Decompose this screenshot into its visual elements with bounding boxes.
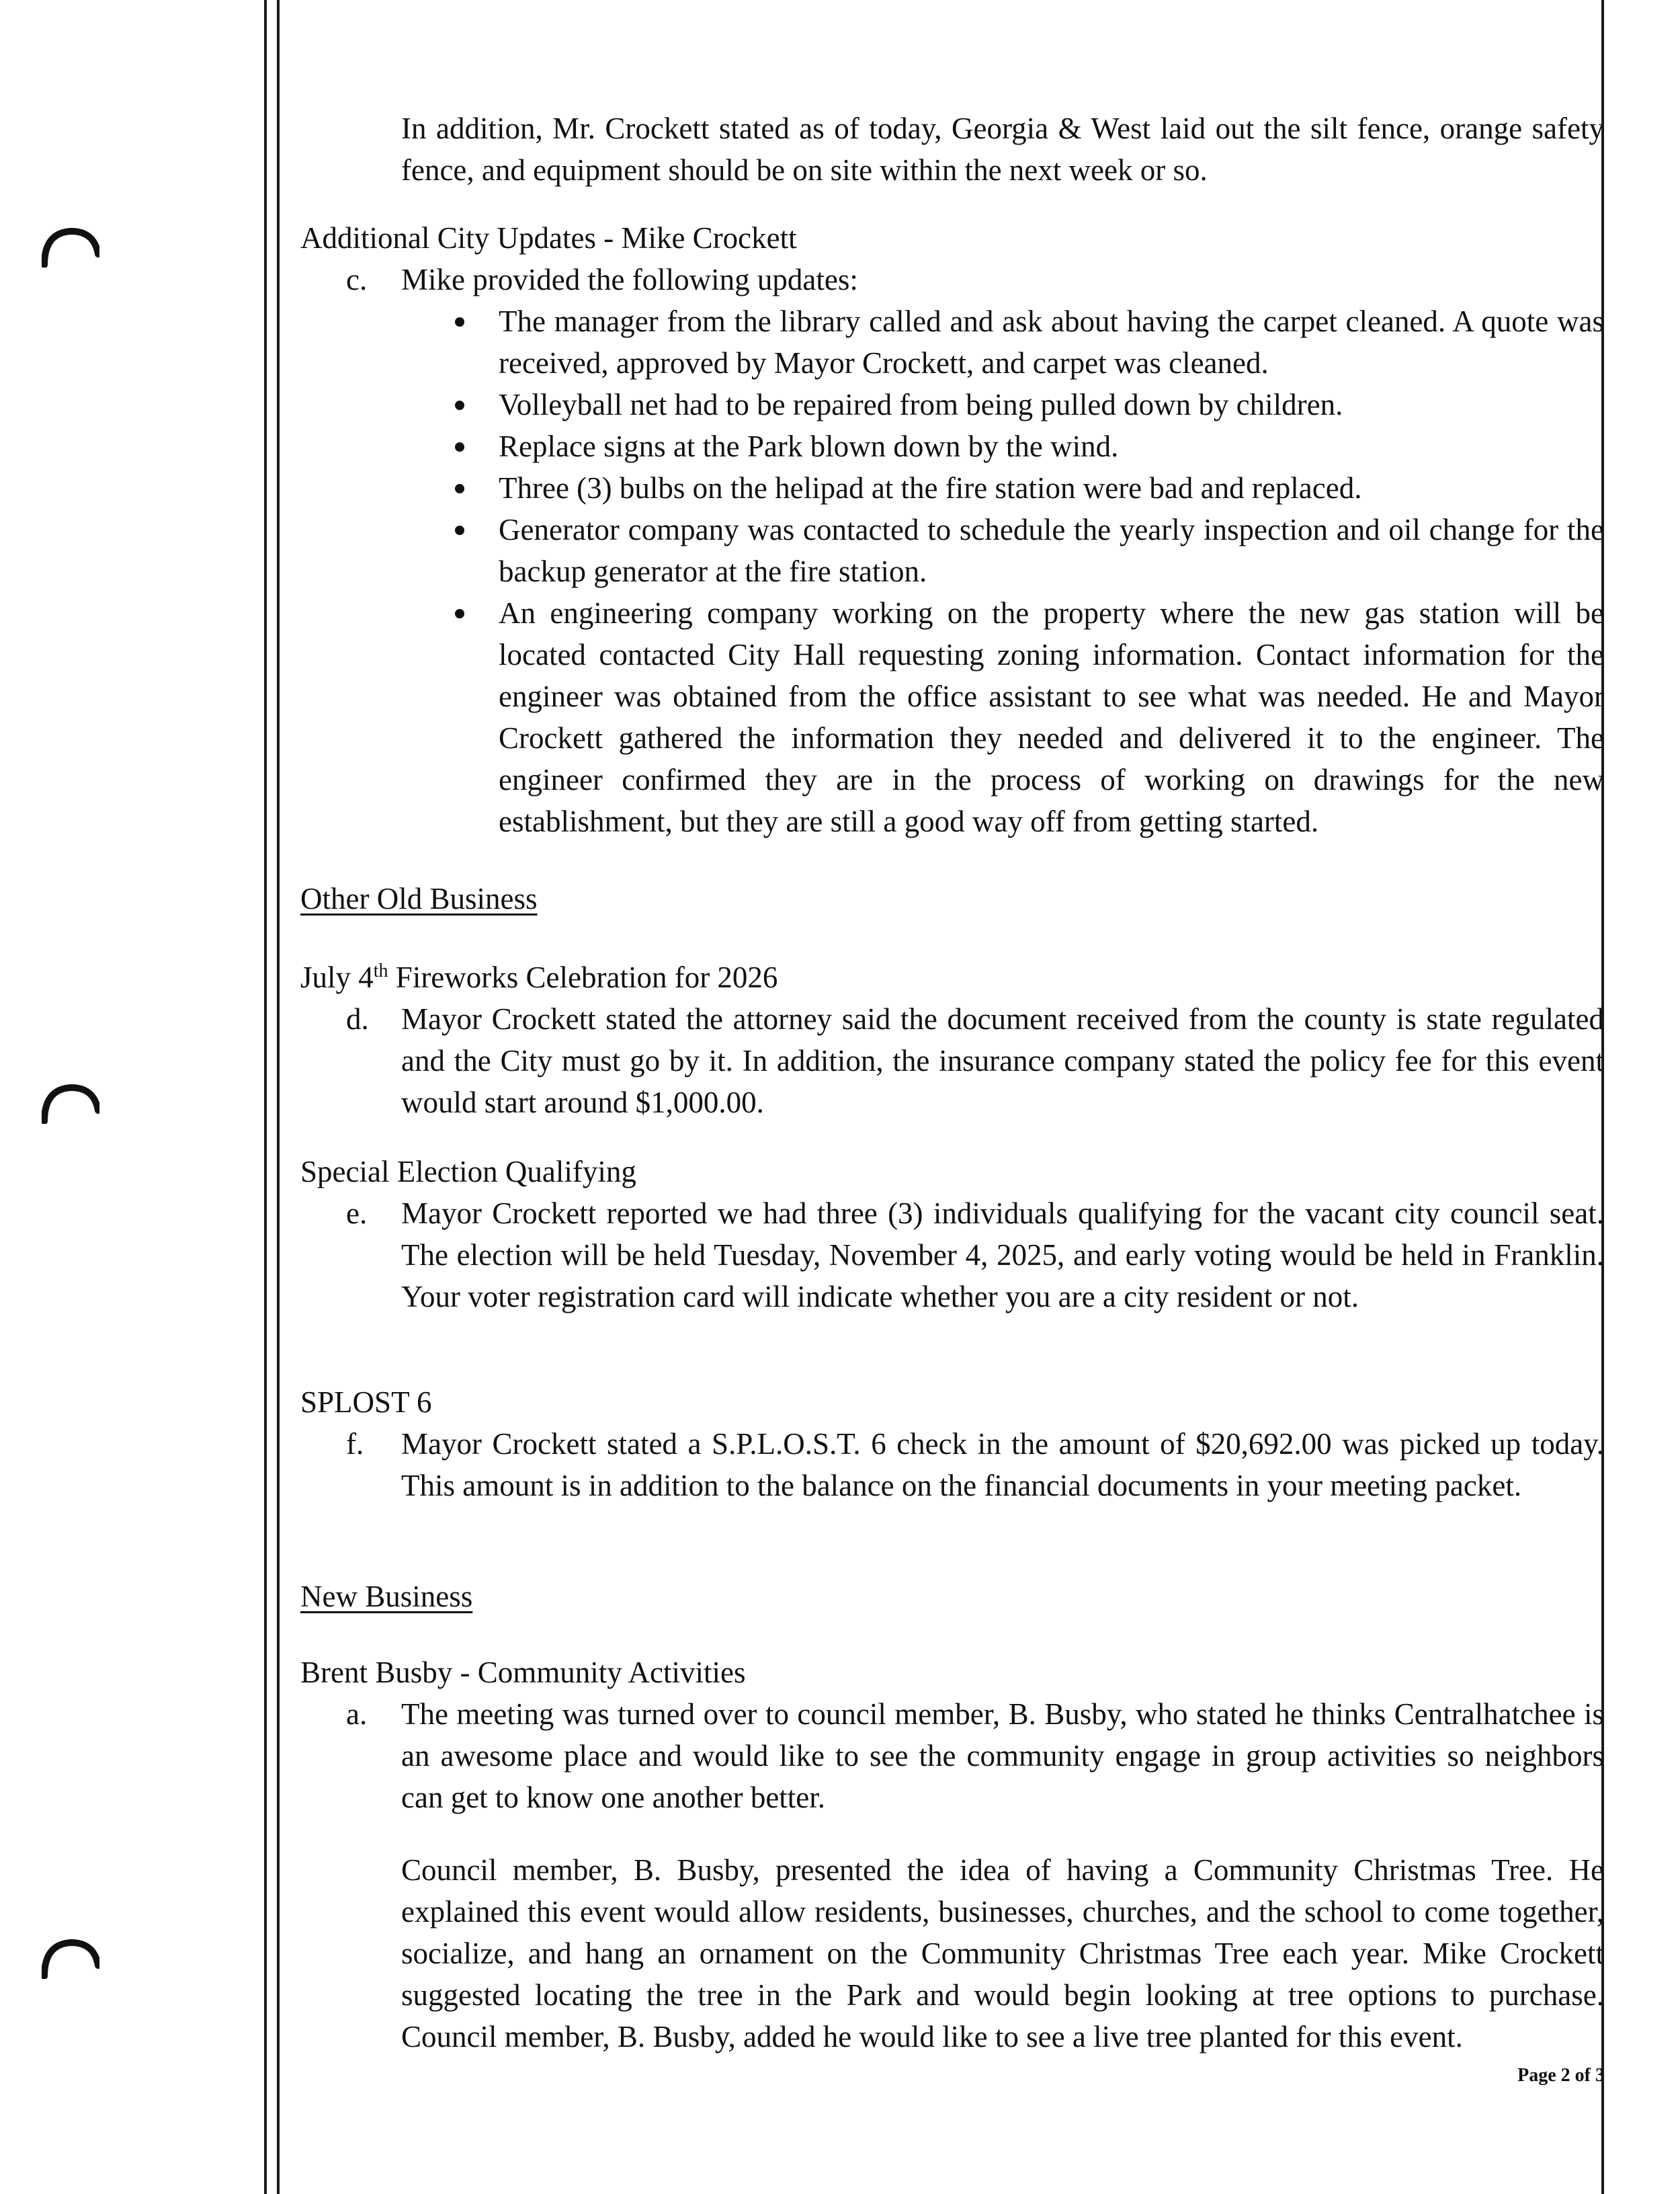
election-heading: Special Election Qualifying <box>300 1155 636 1188</box>
hole-punch-mark <box>42 1084 99 1124</box>
city-updates-item <box>300 259 1604 300</box>
item-label: a. <box>346 1697 368 1731</box>
new-business-section <box>300 1576 1604 1617</box>
hole-punch-mark <box>42 227 99 268</box>
list-item: Replace signs at the Park blown down by the wind. <box>499 425 1604 467</box>
city-updates-section <box>300 217 1604 842</box>
item-text: Mayor Crockett stated the attorney said the document received from the county is state regulated and the City must go by it. In addition, the insurance company stated the policy fee for this event would start around $1,000.00. <box>401 1002 1604 1119</box>
item-label: f. <box>346 1427 364 1461</box>
left-margin-rule-1 <box>264 0 267 2194</box>
list-item: Generator company was contacted to schedule the yearly inspection and oil change for the backup generator at the fire station. <box>499 509 1604 592</box>
list-item: Three (3) bulbs on the helipad at the fire station were bad and replaced. <box>499 467 1604 509</box>
community-section <box>300 1652 1604 2058</box>
splost-item <box>300 1423 1604 1506</box>
item-text: The meeting was turned over to council member, B. Busby, who stated he thinks Centralhatchee is an awesome place and would like to see the community engage in group activities so neighbors can get to know one another better. <box>401 1697 1604 1814</box>
city-updates-list <box>300 300 1604 842</box>
left-margin-rule-2 <box>277 0 280 2194</box>
community-item <box>300 1693 1604 1818</box>
item-label: e. <box>346 1196 368 1230</box>
election-item <box>300 1192 1604 1317</box>
item-text: Mayor Crockett reported we had three (3) individuals qualifying for the vacant city council seat. The election will be held Tuesday, November 4, 2025, and early voting would be held in Franklin. Your voter registration card will indicate whether you are a city resident or not. <box>401 1196 1604 1313</box>
heading-suffix: Fireworks Celebration for 2026 <box>388 961 778 994</box>
other-old-business-heading: Other Old Business <box>300 882 538 916</box>
fireworks-section <box>300 957 1604 1123</box>
splost-section <box>300 1381 1604 1506</box>
item-text: Mayor Crockett stated a S.P.L.O.S.T. 6 check in the amount of $20,692.00 was picked up today. This amount is in addition to the balance on the financial documents in your meeting packet. <box>401 1427 1604 1502</box>
hole-punch-mark <box>42 1939 99 1979</box>
new-business-heading: New Business <box>300 1580 473 1613</box>
intro-paragraph: In addition, Mr. Crockett stated as of today, Georgia & West laid out the silt fence, orange safety fence, and equipment should be on site within the next week or so. <box>401 112 1604 187</box>
community-heading: Brent Busby - Community Activities <box>300 1656 746 1689</box>
intro-section <box>300 108 1604 191</box>
item-label: d. <box>346 1002 369 1036</box>
page-number: Page 2 of 3 <box>1517 2065 1605 2086</box>
fireworks-heading <box>300 957 1604 998</box>
item-text: Mike provided the following updates: <box>401 263 858 296</box>
election-section <box>300 1151 1604 1317</box>
list-item: Volleyball net had to be repaired from being pulled down by children. <box>499 384 1604 425</box>
city-updates-heading: Additional City Updates - Mike Crockett <box>300 221 797 255</box>
item-label: c. <box>346 263 368 296</box>
list-item: The manager from the library called and ask about having the carpet cleaned. A quote was received, approved by Mayor Crockett, and carpet was cleaned. <box>499 300 1604 384</box>
other-old-business-section <box>300 878 1604 920</box>
fireworks-item <box>300 998 1604 1123</box>
splost-heading: SPLOST 6 <box>300 1385 432 1419</box>
heading-superscript: th <box>373 961 388 981</box>
list-item: An engineering company working on the property where the new gas station will be located contacted City Hall requesting zoning information. Contact information for the engineer was obtained from the office assistant to see what was needed. He and Mayor Crockett gathered the information they needed and delivered it to the engineer. The engineer confirmed they are in the process of working on drawings for the new establishment, but they are still a good way off from getting started. <box>499 592 1604 842</box>
heading-prefix: July 4 <box>300 961 374 994</box>
community-paragraph-2: Council member, B. Busby, presented the idea of having a Community Christmas Tree. He explained this event would allow residents, businesses, churches, and the school to come together, socialize, and hang an ornament on the Community Christmas Tree each year. Mike Crockett suggested locating the tree in the Park and would begin looking at tree options to purchase. Council member, B. Busby, added he would like to see a live tree planted for this event. <box>401 1853 1604 2054</box>
